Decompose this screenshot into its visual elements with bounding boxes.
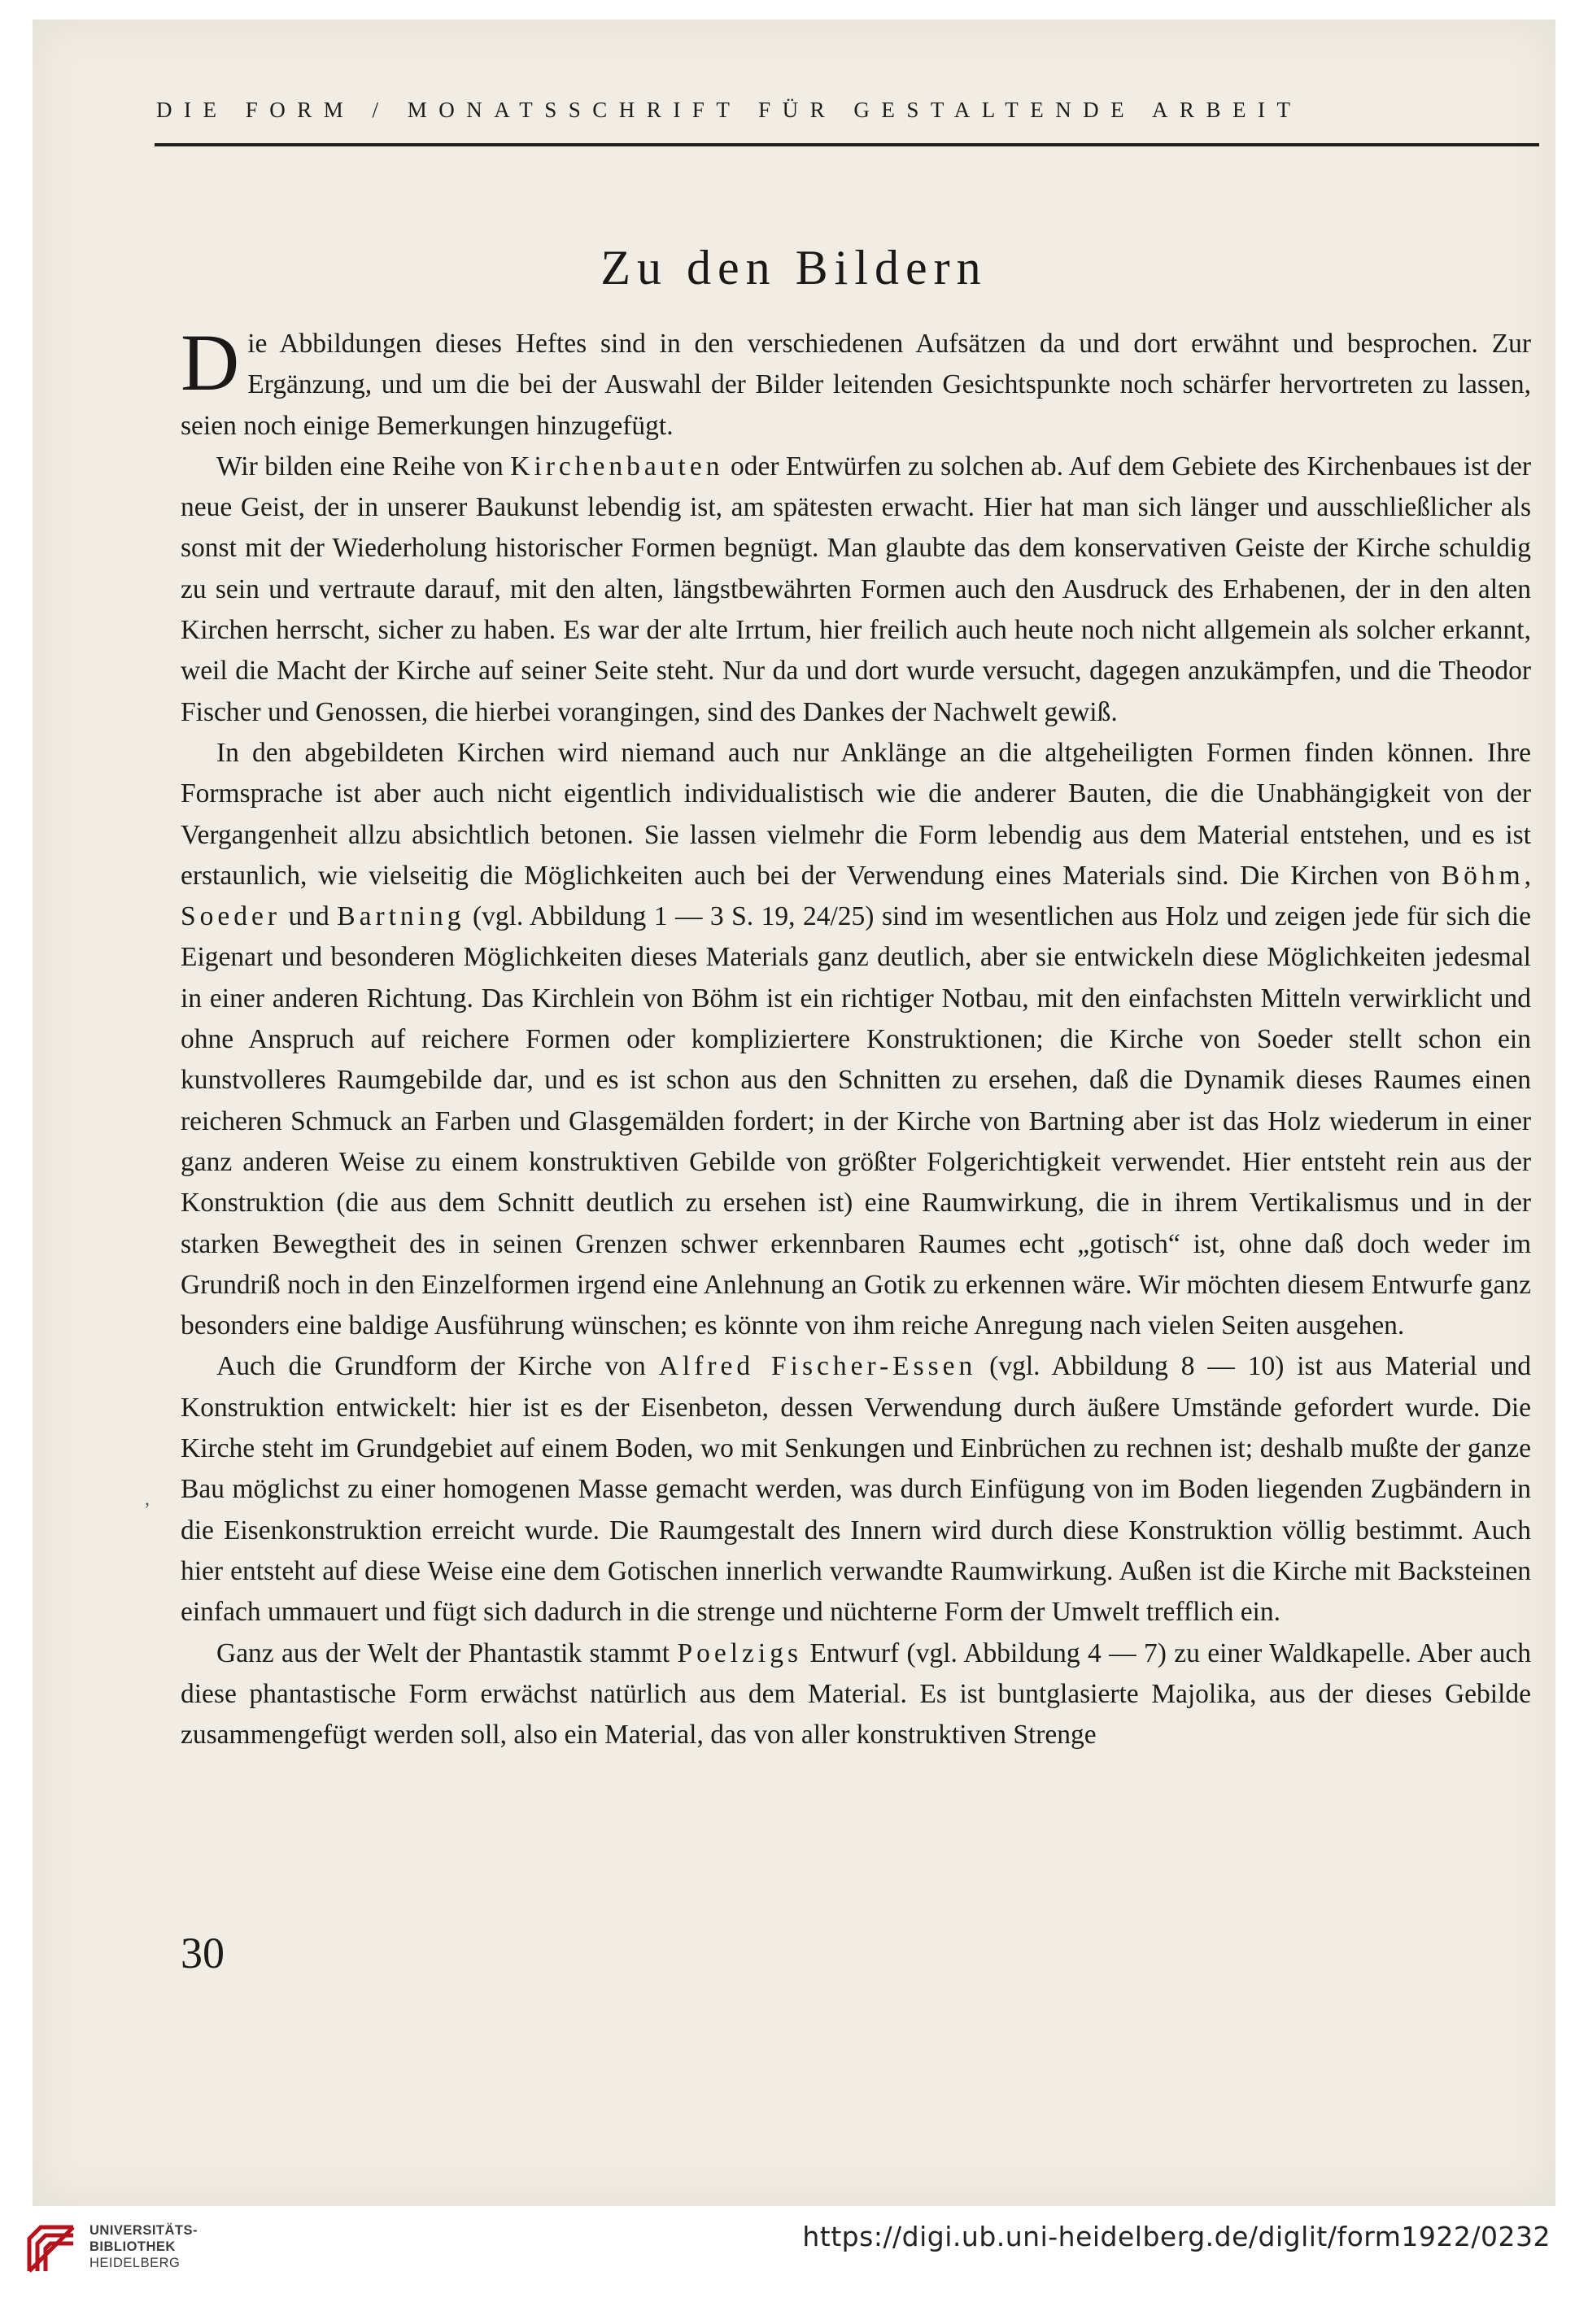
margin-tick: , xyxy=(145,1489,150,1510)
paragraph-3-text-b: (vgl. Abbildung 1 — 3 S. 19, 24/25) sind im wesentlichen aus Holz und zeigen jede für sich die Eigenart und besonderen Möglichkeiten dieses Materials ganz deutlich, aber sie entwickeln diese Möglichkeiten jedesmal in einer anderen Richtung. Das Kirchlein von Böhm ist ein richtiger Notbau, mit den einfachsten Mitteln verwirklicht und ohne Anspruch auf reichere Formen oder kompliziertere Konstruktionen; die Kirche von Soeder stellt schon ein kunstvolleres Raumgebilde dar, und es ist schon aus den Schnitten zu ersehen, daß die Dynamik dieses Raumes einen reicheren Schmuck an Farben und Glasgemälden fordert; in der Kirche von Bartning aber ist das Holz wiederum in einer ganz anderen Weise zu einem konstruktiven Gebilde von größter Folgerichtigkeit verwendet. Hier entsteht rein aus der Konstruktion (die aus dem Schnitt deutlich zu ersehen ist) eine Raumwirkung, die in ihrem Vertikalismus und in der starken Bewegtheit des in seinen Grenzen schwer erkennbaren Raumes echt „gotisch“ ist, ohne daß doch weder im Grundriß noch in den Einzelformen irgend eine Anlehnung an Gotik zu erkennen wäre. Wir möchten diesem Entwurfe ganz besonders eine baldige Ausführung wünschen; es könnte von ihm reiche Anregung nach vielen Seiten ausgehen. xyxy=(181,901,1532,1341)
separator: und xyxy=(281,901,338,932)
emphasis-boehm: Böhm xyxy=(1441,860,1525,891)
library-line-1: UNIVERSITÄTS- xyxy=(89,2223,198,2238)
article-title: Zu den Bildern xyxy=(600,241,988,294)
library-line-2: BIBLIOTHEK xyxy=(89,2239,176,2254)
emphasis-poelzig: Poelzigs xyxy=(677,1637,802,1668)
paragraph-5-text-a: Ganz aus der Welt der Phantastik stammt xyxy=(216,1637,678,1668)
separator: , xyxy=(1524,860,1531,891)
running-head: DIE FORM / MONATSSCHRIFT FÜR GESTALTENDE ARBEIT xyxy=(156,98,1302,122)
paragraph-5 xyxy=(181,1633,1531,1756)
permalink-url[interactable]: https://digi.ub.uni-heidelberg.de/diglit/form1922/0232 xyxy=(802,2221,1551,2252)
paragraph-1 xyxy=(181,317,1531,447)
paragraph-3 xyxy=(181,733,1531,1346)
library-name[interactable] xyxy=(89,2222,198,2271)
emphasis-soeder: Soeder xyxy=(181,901,281,932)
drop-cap: D xyxy=(181,317,240,408)
paragraph-1-text: ie Abbildungen dieses Heftes sind in den verschiedenen Aufsätzen da und dort erwähnt und besprochen. Zur Ergänzung, und um die bei der Auswahl der Bilder leitenden Gesichtspunkte noch schärfer hervortreten zu lassen, seien noch einige Bemerkungen hinzugefügt. xyxy=(181,329,1531,441)
paragraph-2-text-b: oder Entwürfen zu solchen ab. Auf dem Gebiete des Kirchenbaues ist der neue Geist, der in unserer Baukunst lebendig ist, am spätesten erwacht. Hier hat man sich länger und ausschließlicher als sonst mit der Wiederholung historischer Formen begnügt. Man glaubte das dem konservativen Geiste der Kirche schuldig zu sein und vertraute darauf, mit den alten, längstbewährten Formen auch den Ausdruck des Erhabenen, der in den alten Kirchen herrscht, sicher zu haben. Es war der alte Irrtum, hier freilich auch heute noch nicht allgemein als solcher erkannt, weil die Macht der Kirche auf seiner Seite steht. Nur da und dort wurde versucht, dagegen anzukämpfen, und die Theodor Fischer und Genossen, die hierbei vorangingen, sind des Dankes der Nachwelt gewiß. xyxy=(181,451,1531,727)
paragraph-5-text-b: Entwurf (vgl. Abbildung 4 — 7) zu einer Waldkapelle. Aber auch diese phantastische Form erwächst natürlich aus dem Material. Es ist buntglasierte Majolika, aus der dieses Gebilde zusammengefügt werden soll, also ein Material, das von aller konstruktiven Strenge xyxy=(181,1637,1531,1751)
emphasis-kirchenbauten: Kirchenbauten xyxy=(510,451,724,482)
emphasis-alfred-fischer: Alfred Fischer-Essen xyxy=(658,1351,977,1382)
paragraph-3-text-a: In den abgebildeten Kirchen wird niemand auch nur Anklänge an die altgeheiligten Formen finden können. Ihre Formsprache ist aber auch nicht eigentlich individualistisch wie die anderer Bauten, die die Unabhängigkeit von der Vergangenheit allzu absichtlich betonen. Sie lassen vielmehr die Form lebendig aus dem Material entstehen, und es ist erstaunlich, wie vielseitig die Möglichkeiten auch bei der Verwendung eines Materials sind. Die Kirchen von xyxy=(181,737,1531,891)
paragraph-2-text-a: Wir bilden eine Reihe von xyxy=(216,451,511,482)
paragraph-2 xyxy=(181,447,1531,733)
library-line-3: HEIDELBERG xyxy=(89,2256,181,2270)
paragraph-4 xyxy=(181,1346,1531,1633)
library-logo-icon[interactable] xyxy=(24,2222,78,2276)
article-body xyxy=(181,317,1532,1755)
header-rule xyxy=(155,143,1539,146)
emphasis-bartning: Bartning xyxy=(337,901,465,932)
paragraph-4-text-a: Auch die Grundform der Kirche von xyxy=(216,1351,659,1382)
paragraph-4-text-b: (vgl. Abbildung 8 — 10) ist aus Material und Konstruktion entwickelt: hier ist es der Eisenbeton, dessen Verwendung durch äußere Umstände gefordert wurde. Die Kirche steht im Grundgebiet auf einem Boden, wo mit Senkungen und Einbrüchen zu rechnen ist; deshalb mußte der ganze Bau möglichst zu einer homogenen Masse gemacht werden, was durch Einfügung von im Boden liegenden Zugbändern in die Eisenkonstruktion erreicht wurde. Die Raumgestalt des Innern wird durch diese Konstruktion völlig bestimmt. Auch hier entsteht auf diese Weise eine dem Gotischen innerlich verwandte Raumwirkung. Außen ist die Kirche mit Backsteinen einfach ummauert und fügt sich dadurch in die strenge und nüchterne Form der Umwelt trefflich ein. xyxy=(181,1351,1531,1628)
page-number: 30 xyxy=(181,1929,225,1977)
